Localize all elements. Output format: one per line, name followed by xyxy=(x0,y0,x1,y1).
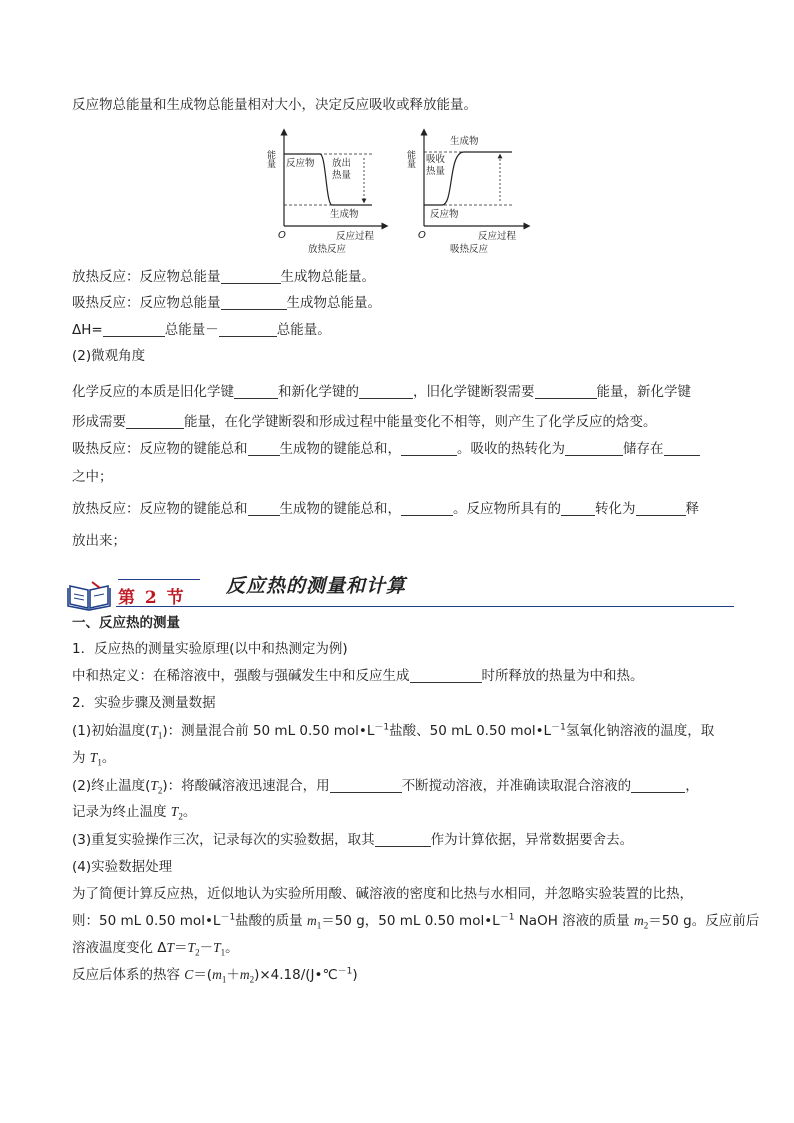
exo-bond-line: 放热反应：反应物的键能总和 生成物的键能总和， 。反应物所具有的 转化为 释 xyxy=(72,501,699,517)
step3: (3)重复实验操作三次，记录每次的实验数据，取其 作为计算依据，异常数据要舍去。 xyxy=(72,832,634,848)
answer-blank[interactable] xyxy=(221,269,281,284)
step4-heading: (4)实验数据处理 xyxy=(72,859,173,875)
heat-release-label-1: 放出 xyxy=(332,158,352,169)
answer-blank[interactable] xyxy=(221,295,287,310)
reactant-label: 反应物 xyxy=(430,209,459,220)
micro-paragraph-line2: 形成需要 能量，在化学键断裂和形成过程中能量变化不相等，则产生了化学反应的焓变。 xyxy=(72,414,657,430)
step2-line2: 记录为终止温度 $T_2$。 xyxy=(72,804,197,822)
product-label: 生成物 xyxy=(330,209,359,220)
endo-bond-line-end: 之中； xyxy=(72,469,113,485)
answer-blank[interactable] xyxy=(126,414,184,429)
y-axis-label: 能量 xyxy=(265,150,275,168)
heading-principle: 1．反应热的测量实验原理(以中和热测定为例) xyxy=(72,641,348,657)
heat-absorb-label-1: 吸收 xyxy=(426,154,446,165)
exothermic-energy-diagram xyxy=(265,128,388,260)
origin-label: O xyxy=(278,230,286,241)
answer-blank[interactable] xyxy=(410,668,482,683)
answer-blank[interactable] xyxy=(636,501,686,516)
answer-blank[interactable] xyxy=(631,778,685,793)
x-axis-label: 反应过程 xyxy=(336,231,375,242)
answer-blank[interactable] xyxy=(565,441,623,456)
data-processing-line1: 为了简便计算反应热，近似地认为实验所用酸、碱溶液的密度和比热与水相同，并忽略实验装置的比热， xyxy=(72,886,693,902)
answer-blank[interactable] xyxy=(234,384,278,399)
answer-blank[interactable] xyxy=(401,441,457,456)
answer-blank[interactable] xyxy=(664,441,700,456)
endo-bond-line: 吸热反应：反应物的键能总和 生成物的键能总和， 。吸收的热转化为 储存在 xyxy=(72,440,700,458)
answer-blank[interactable] xyxy=(248,501,280,516)
section-title: 反应热的测量和计算 xyxy=(226,575,407,597)
exo-statement: 放热反应：反应物总能量 生成物总能量。 xyxy=(72,269,375,285)
step1-line1: (1)初始温度$(T_1)$：测量混合前 50 mL 0.50 $mol•L^{-1}$盐酸、50 mL 0.50 $mol•L^{-1}$氢氧化钠溶液的温度，取 xyxy=(72,722,715,741)
micro-heading: (2)微观角度 xyxy=(72,348,146,364)
step2-line1: (2)终止温度$(T_2)$：将酸碱溶液迅速混合，用 不断搅动溶液，并准确读取混合溶液的 ， xyxy=(72,778,699,796)
reactant-label: 反应物 xyxy=(286,158,315,169)
answer-blank[interactable] xyxy=(359,384,413,399)
section-banner xyxy=(66,566,734,610)
x-axis-label: 反应过程 xyxy=(478,231,517,242)
section-number: 第 2 节 xyxy=(118,588,186,608)
product-label: 生成物 xyxy=(450,136,479,147)
answer-blank[interactable] xyxy=(535,384,597,399)
diagram-caption: 放热反应 xyxy=(308,244,347,255)
y-axis-label: 能量 xyxy=(405,150,415,168)
answer-blank[interactable] xyxy=(401,501,453,516)
endo-statement: 吸热反应：反应物总能量 生成物总能量。 xyxy=(72,295,381,311)
exo-bond-line-end: 放出来； xyxy=(72,533,126,549)
heat-release-label-2: 热量 xyxy=(332,170,352,181)
diagram-caption: 吸热反应 xyxy=(450,244,489,255)
heading-steps: 2．实验步骤及测量数据 xyxy=(72,695,216,711)
answer-blank[interactable] xyxy=(248,441,280,456)
answer-blank[interactable] xyxy=(103,322,165,337)
step1-line2: 为 $T_1$。 xyxy=(72,750,116,768)
answer-blank[interactable] xyxy=(561,501,595,516)
endothermic-energy-diagram xyxy=(405,128,530,260)
data-processing-line2: 则：50 mL 0.50 $mol•L^{-1}$盐酸的质量 $m_1=50$ g，50 mL 0.50 $mol•L^{-1}$ NaOH 溶液的质量 $m_2=50$ g。反应前后 xyxy=(72,912,760,931)
answer-blank[interactable] xyxy=(375,832,431,847)
book-icon xyxy=(66,578,114,612)
intro-text: 反应物总能量和生成物总能量相对大小，决定反应吸收或释放能量。 xyxy=(72,97,477,113)
neutralization-definition: 中和热定义：在稀溶液中，强酸与强碱发生中和反应生成 时所释放的热量为中和热。 xyxy=(72,668,644,684)
answer-blank[interactable] xyxy=(219,322,277,337)
delta-h-statement: ΔH= 总能量－ 总能量。 xyxy=(72,322,331,338)
data-processing-line3: 溶液温度变化 $\Delta T=T_2-T_1$。 xyxy=(72,940,239,958)
heading-measurement: 一、反应热的测量 xyxy=(72,615,180,631)
heat-capacity-line: 反应后体系的热容 $C=(m_1+m_2)\times 4.18/(J•℃^{-1})$ xyxy=(72,966,358,985)
micro-paragraph-line1: 化学反应的本质是旧化学键 和新化学键的 ，旧化学键断裂需要 能量，新化学键 xyxy=(72,384,691,400)
heat-absorb-label-2: 热量 xyxy=(426,166,446,177)
origin-label: O xyxy=(418,230,426,241)
answer-blank[interactable] xyxy=(330,778,402,793)
